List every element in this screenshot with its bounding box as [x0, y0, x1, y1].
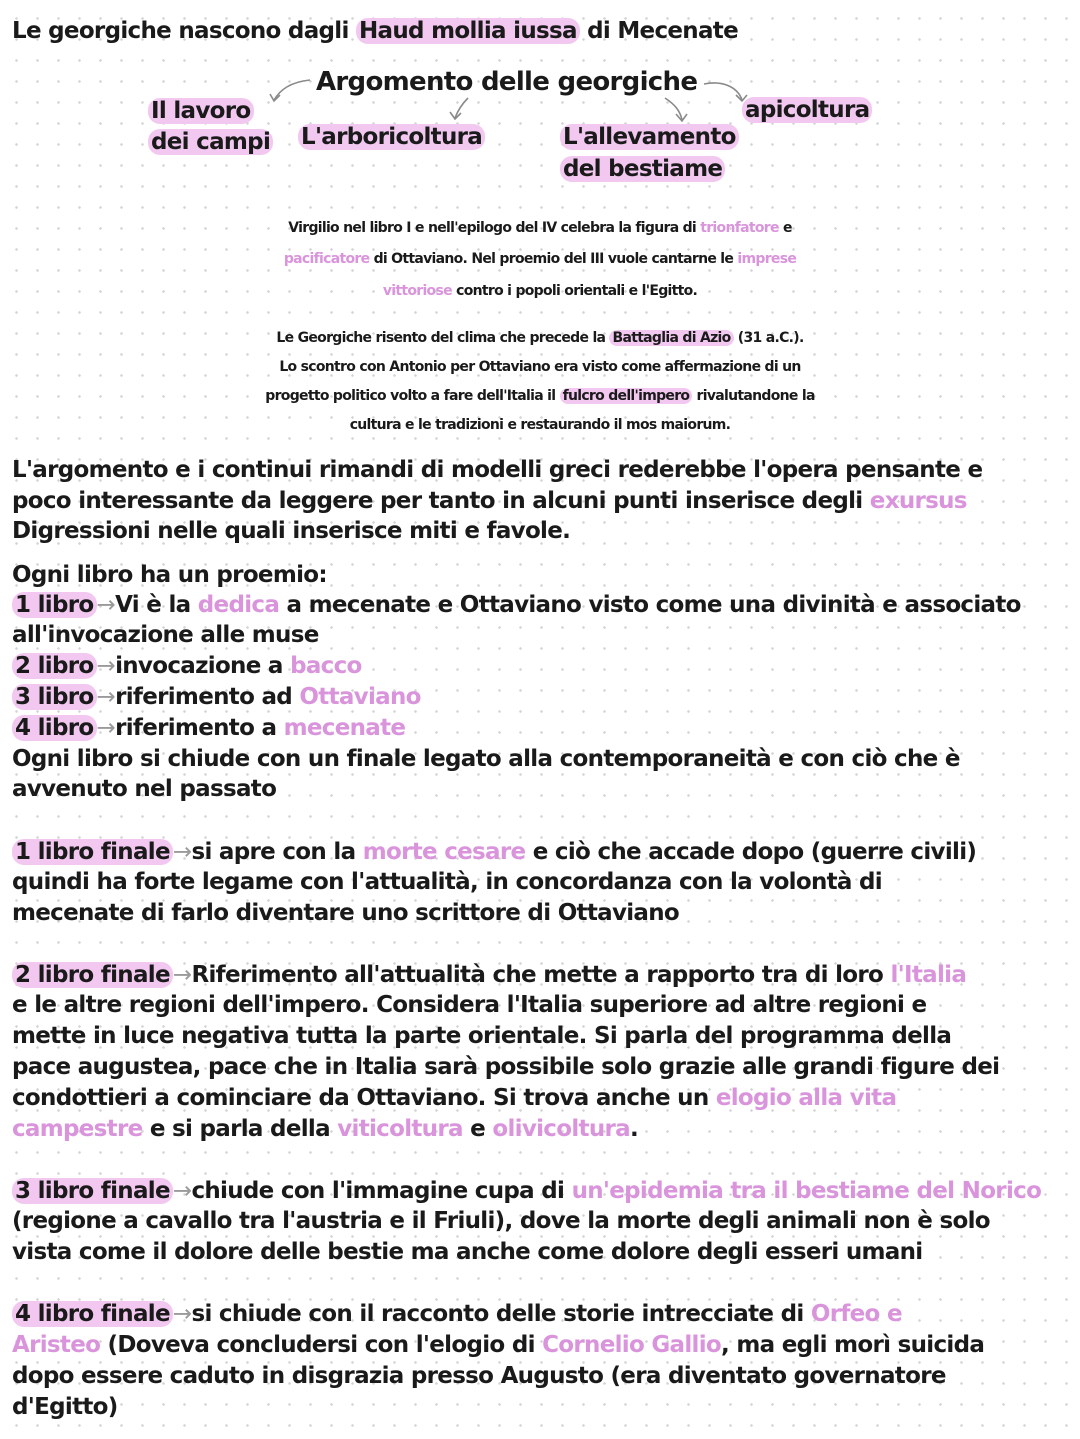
- finale-libro-2-l2: e le altre regioni dell'impero. Considera l'Italia superiore ad altre regioni e: [12, 992, 927, 1018]
- map-node-lavoro-2: dei campi: [148, 127, 273, 157]
- map-node-allevamento: L'allevamento: [560, 122, 739, 152]
- proemi-intro: Ogni libro ha un proemio:: [12, 562, 327, 588]
- finale-libro-1: 1 libro finale →si apre con la morte cesare e ciò che accade dopo (guerre civili): [12, 837, 976, 867]
- arrow-right-icon: →: [96, 684, 116, 710]
- p1-line-3: vittoriose contro i popoli orientali e l'Egitto.: [382, 283, 698, 299]
- p1-line-1: Virgilio nel libro I e nell'epilogo del IV celebra la figura di trionfatore e: [288, 220, 792, 236]
- finale-libro-4-l4: d'Egitto): [12, 1394, 118, 1420]
- proemio-libro-1: 1 libro →Vi è la dedica a mecenate e Ottaviano visto come una divinità e associato: [12, 590, 1021, 620]
- arrow-right-icon: →: [172, 839, 192, 865]
- p3-line-1: L'argomento e i continui rimandi di modelli greci rederebbe l'opera pensante e: [12, 457, 983, 483]
- arrow-to-apicoltura: [704, 83, 742, 100]
- finale-libro-4-l3: dopo essere caduto in disgrazia presso Augusto (era diventato governatore: [12, 1363, 946, 1389]
- p3-line-2: poco interessante da leggere per tanto in alcuni punti inserisce degli exursus: [12, 488, 967, 514]
- map-node-allevamento-2: del bestiame: [560, 154, 725, 184]
- p2-line-2: Lo scontro con Antonio per Ottaviano era visto come affermazione di un: [279, 359, 801, 375]
- p1-line-2: pacificatore di Ottaviano. Nel proemio del III vuole cantarne le imprese: [283, 251, 797, 267]
- arrow-right-icon: →: [96, 653, 116, 679]
- arrow-to-allevamento: [665, 98, 682, 120]
- map-title: Argomento delle georgiche: [316, 67, 698, 97]
- map-node-arboricoltura: L'arboricoltura: [298, 122, 485, 152]
- finale-libro-4: 4 libro finale →si chiude con il racconto delle storie intrecciate di Orfeo e: [12, 1299, 902, 1329]
- finale-libro-2-l4: pace augustea, pace che in Italia sarà possibile solo grazie alle grandi figure dei: [12, 1054, 1000, 1080]
- arrow-to-lavoro: [274, 80, 310, 100]
- arrow-right-icon: →: [172, 1301, 192, 1327]
- p2-line-1: Le Georgiche risento del clima che precede la Battaglia di Azio (31 a.C.).: [276, 330, 804, 346]
- arrow-right-icon: →: [172, 1178, 192, 1204]
- proemio-libro-3: 3 libro →riferimento ad Ottaviano: [12, 682, 421, 712]
- finale-libro-2-l3: mette in luce negativa tutta la parte orientale. Si parla del programma della: [12, 1023, 952, 1049]
- proemio-libro-4: 4 libro →riferimento a mecenate: [12, 713, 405, 743]
- highlight-haud-mollia: Haud mollia iussa: [356, 18, 580, 44]
- arrow-right-icon: →: [96, 592, 116, 618]
- p2-line-3: progetto politico volto a fare dell'Italia il fulcro dell'impero rivalutandone la: [265, 388, 815, 404]
- proemi-end-1: Ogni libro si chiude con un finale legato alla contemporaneità e con ciò che è: [12, 746, 960, 772]
- finale-libro-4-l2: Aristeo (Doveva concludersi con l'elogio di Cornelio Gallio, ma egli morì suicida: [12, 1332, 985, 1358]
- header-line: Le georgiche nascono dagli Haud mollia iussa di Mecenate: [12, 18, 738, 44]
- finale-libro-3: 3 libro finale →chiude con l'immagine cupa di un'epidemia tra il bestiame del Norico: [12, 1176, 1041, 1206]
- finale-libro-3-l3: vista come il dolore delle bestie ma anche come dolore degli esseri umani: [12, 1239, 923, 1265]
- arrow-right-icon: →: [172, 962, 192, 988]
- finale-libro-3-l2: (regione a cavallo tra l'austria e il Friuli), dove la morte degli animali non è solo: [12, 1208, 990, 1234]
- arrow-right-icon: →: [96, 715, 116, 741]
- proemi-end-2: avvenuto nel passato: [12, 776, 277, 802]
- arrow-to-arboricoltura: [455, 98, 468, 118]
- finale-libro-1-l2: quindi ha forte legame con l'attualità, in concordanza con la volontà di: [12, 869, 882, 895]
- finale-libro-2: 2 libro finale →Riferimento all'attualità che mette a rapporto tra di loro l'Italia: [12, 960, 966, 990]
- map-node-apicoltura: apicoltura: [742, 95, 872, 125]
- finale-libro-1-l3: mecenate di farlo diventare uno scrittore di Ottaviano: [12, 900, 680, 926]
- p2-line-4: cultura e le tradizioni e restaurando il mos maiorum.: [349, 417, 731, 433]
- proemio-libro-1-cont: all'invocazione alle muse: [12, 622, 319, 648]
- finale-libro-2-l6: campestre e si parla della viticoltura e olivicoltura.: [12, 1116, 639, 1142]
- proemio-libro-2: 2 libro →invocazione a bacco: [12, 651, 362, 681]
- map-node-lavoro: Il lavoro: [148, 96, 254, 126]
- p3-line-3: Digressioni nelle quali inserisce miti e favole.: [12, 518, 571, 544]
- finale-libro-2-l5: condottieri a cominciare da Ottaviano. Si trova anche un elogio alla vita: [12, 1085, 897, 1111]
